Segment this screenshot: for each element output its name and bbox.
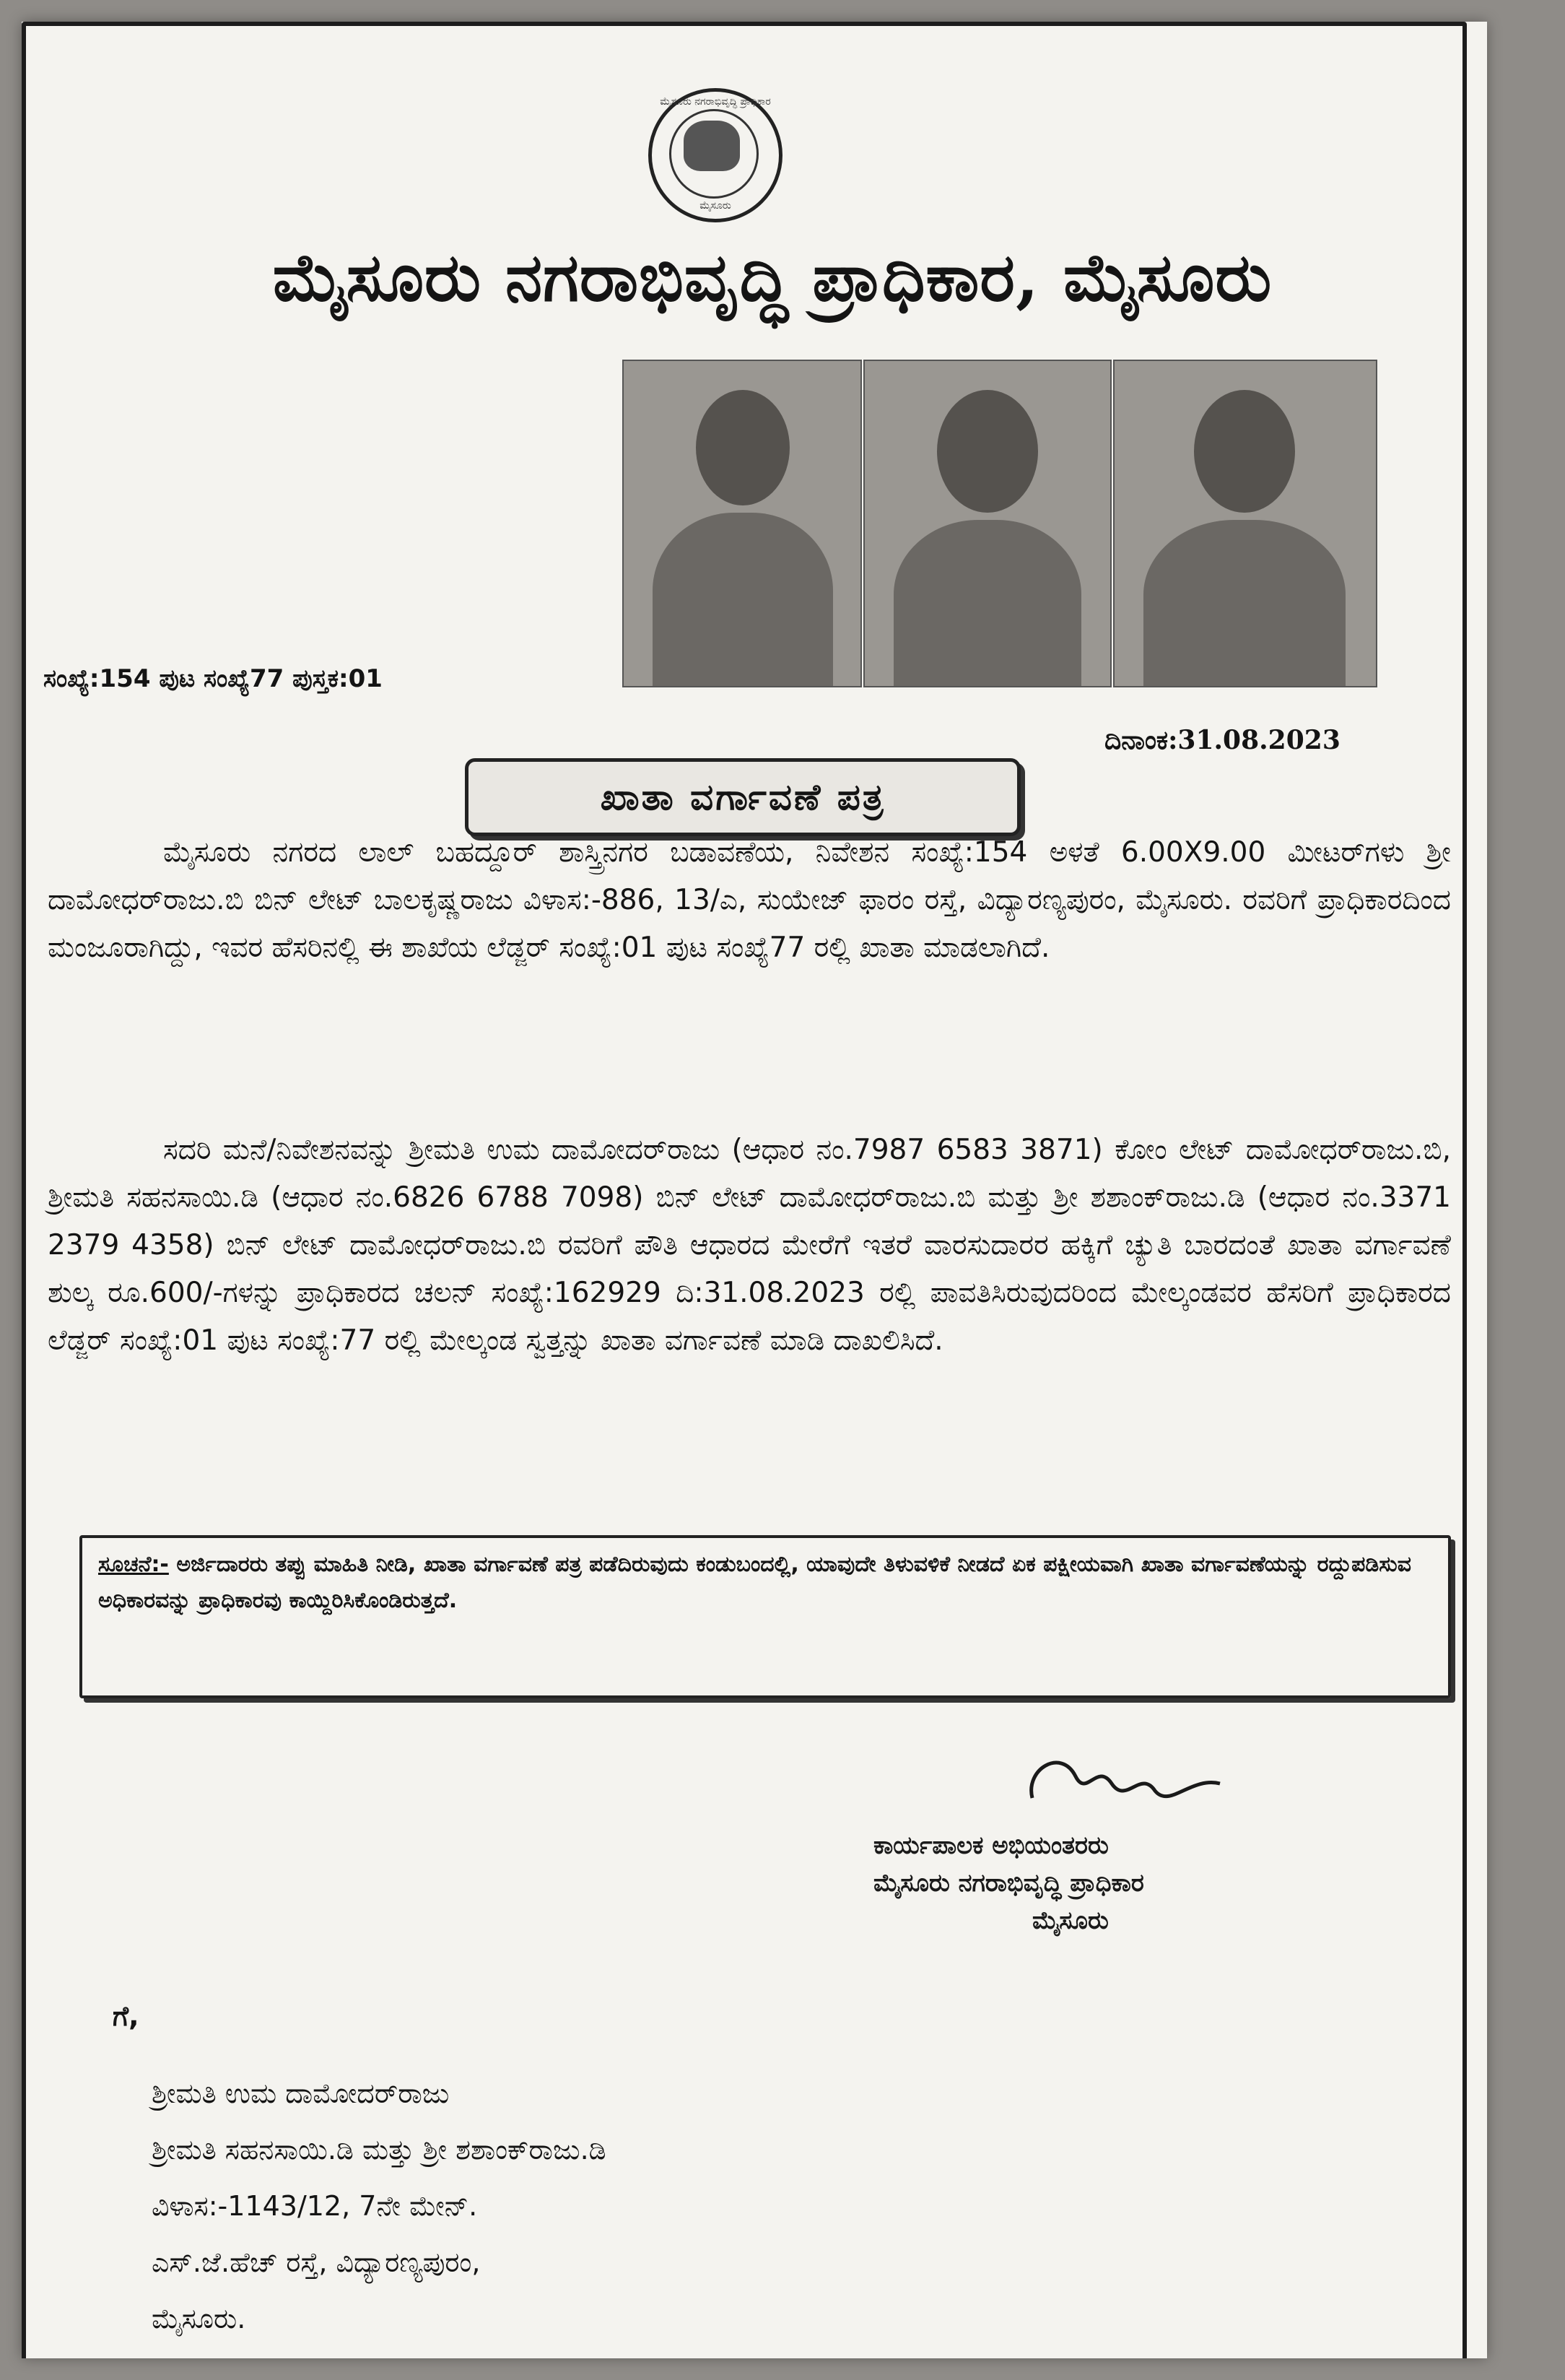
document-heading-text: ಖಾತಾ ವರ್ಗಾವಣೆ ಪತ್ರ (600, 776, 886, 818)
to-label: ಗೆ, (113, 2000, 139, 2032)
recipient-line-2: ಶ್ರೀಮತಿ ಸಹನಸಾಯಿ.ಡಿ ಮತ್ತು ಶ್ರೀ ಶಶಾಂಕ್‌ರಾಜು.ಡಿ (152, 2134, 606, 2166)
authority-title: ಮೈಸೂರು ನಗರಾಭಿವೃದ್ಧಿ ಪ್ರಾಧಿಕಾರ, ಮೈಸೂರು (272, 238, 1273, 316)
paragraph-2: ಸದರಿ ಮನೆ/ನಿವೇಶನವನ್ನು ಶ್ರೀಮತಿ ಉಮ ದಾಮೋದರ್‌ರಾಜು (ಆಧಾರ ನಂ.7987 6583 3871) ಕೋಂ ಲೇಟ್ ದಾಮೋಧರ್‌ರಾಜು.ಬಿ, ಶ್ರೀಮತಿ ಸಹನಸಾಯಿ.ಡಿ (ಆಧಾರ ನಂ.6826 6788 7098) ಬಿನ್ ಲೇಟ್ ದಾಮೋಧರ್‌ರಾಜು.ಬಿ ಮತ್ತು ಶ್ರೀ ಶಶಾಂಕ್‌ರಾಜು.ಡಿ (ಆಧಾರ ನಂ.3371 2379 4358) ಬಿನ್ ಲೇಟ್ ದಾಮೋಧರ್‌ರಾಜು.ಬಿ ರವರಿಗೆ ಪೌತಿ ಆಧಾರದ ಮೇರೆಗೆ ಇತರೆ ವಾರಸುದಾರರ ಹಕ್ಕಿಗೆ ಚ್ಯುತಿ ಬಾರದಂತೆ ಖಾತಾ ವರ್ಗಾವಣೆ ಶುಲ್ಕ ರೂ.600/-ಗಳನ್ನು ಪ್ರಾಧಿಕಾರದ ಚಲನ್ ಸಂಖ್ಯೆ:162929 ದಿ:31.08.2023 ರಲ್ಲಿ ಪಾವತಿಸಿರುವುದರಿಂದ ಮೇಲ್ಕಂಡವರ ಹೆಸರಿಗೆ ಪ್ರಾಧಿಕಾರದ ಲೆಡ್ಜರ್ ಸಂಖ್ಯೆ:01 ಪುಟ ಸಂಖ್ಯೆ:77 ರಲ್ಲಿ ಮೇಲ್ಕಂಡ ಸ್ವತ್ತನ್ನು ಖಾತಾ ವರ್ಗಾವಣೆ ಮಾಡಿ ದಾಖಲಿಸಿದೆ. (48, 1134, 1451, 1357)
signatory-office: ಮೈಸೂರು ನಗರಾಭಿವೃದ್ಧಿ ಪ್ರಾಧಿಕಾರ (873, 1869, 1144, 1898)
document-date: ದಿನಾಂಕ:31.08.2023 (1104, 725, 1341, 755)
seal-bottom-text: ಮೈಸೂರು (699, 200, 731, 212)
elephant-emblem-icon (684, 121, 740, 171)
recipient-line-5: ಮೈಸೂರು. (152, 2303, 246, 2335)
photo-3 (1113, 360, 1377, 687)
document-page (22, 22, 1487, 2358)
paragraph-1: ಮೈಸೂರು ನಗರದ ಲಾಲ್ ಬಹದ್ದೂರ್ ಶಾಸ್ತ್ರಿನಗರ ಬಡಾವಣೆಯ, ನಿವೇಶನ ಸಂಖ್ಯೆ:154 ಅಳತೆ 6.00X9.00 ಮೀಟರ್‌ಗಳು ಶ್ರೀ ದಾಮೋಧರ್‌ರಾಜು.ಬಿ ಬಿನ್ ಲೇಟ್ ಬಾಲಕೃಷ್ಣರಾಜು ವಿಳಾಸ:-886, 13/ಎ, ಸುಯೇಜ್ ಫಾರಂ ರಸ್ತೆ, ವಿದ್ಯಾರಣ್ಯಪುರಂ, ಮೈಸೂರು. ರವರಿಗೆ ಪ್ರಾಧಿಕಾರದಿಂದ ಮಂಜೂರಾಗಿದ್ದು, ಇವರ ಹೆಸರಿನಲ್ಲಿ ಈ ಶಾಖೆಯ ಲೆಡ್ಜರ್ ಸಂಖ್ಯೆ:01 ಪುಟ ಸಂಖ್ಯೆ77 ರಲ್ಲಿ ಖಾತಾ ಮಾಡಲಾಗಿದೆ. (48, 836, 1451, 964)
recipient-address (152, 2065, 606, 2347)
signatory-designation: ಕಾರ್ಯಪಾಲಕ ಅಭಿಯಂತರರು (873, 1831, 1109, 1860)
notice-box (79, 1535, 1451, 1698)
seal-top-text: ಮೈಸೂರು ನಗರಾಭಿವೃದ್ಧಿ ಪ್ರಾಧಿಕಾರ (660, 96, 771, 108)
authority-seal-icon (648, 88, 782, 222)
notice-text: ಅರ್ಜಿದಾರರು ತಪ್ಪು ಮಾಹಿತಿ ನೀಡಿ, ಖಾತಾ ವರ್ಗಾವಣೆ ಪತ್ರ ಪಡೆದಿರುವುದು ಕಂಡುಬಂದಲ್ಲಿ, ಯಾವುದೇ ತಿಳುವಳಿಕೆ ನೀಡದೆ ಏಕ ಪಕ್ಷೀಯವಾಗಿ ಖಾತಾ ವರ್ಗಾವಣೆಯನ್ನು ರದ್ದುಪಡಿಸುವ ಅಧಿಕಾರವನ್ನು ಪ್ರಾಧಿಕಾರವು ಕಾಯ್ದಿರಿಸಿಕೊಂಡಿರುತ್ತದೆ. (98, 1552, 1411, 1613)
reference-number: ಸಂಖ್ಯೆ:154 ಪುಟ ಸಂಖ್ಯೆ77 ಪುಸ್ತಕ:01 (43, 664, 383, 693)
photo-2 (863, 360, 1112, 687)
notice-label: ಸೂಚನೆ:- (98, 1552, 169, 1577)
handwritten-signature (1018, 1740, 1234, 1827)
recipient-line-3: ವಿಳಾಸ:-1143/12, 7ನೇ ಮೇನ್. (152, 2190, 478, 2222)
signatory-city: ಮೈಸೂರು (1032, 1906, 1109, 1935)
signatory-block (873, 1827, 1379, 1940)
document-heading (465, 758, 1021, 836)
recipient-line-1: ಶ್ರೀಮತಿ ಉಮ ದಾಮೋದರ್‌ರಾಜು (152, 2077, 450, 2109)
photo-1 (622, 360, 862, 687)
recipient-line-4: ಎಸ್.ಜೆ.ಹೆಚ್ ರಸ್ತೆ, ವಿದ್ಯಾರಣ್ಯಪುರಂ, (152, 2246, 481, 2278)
